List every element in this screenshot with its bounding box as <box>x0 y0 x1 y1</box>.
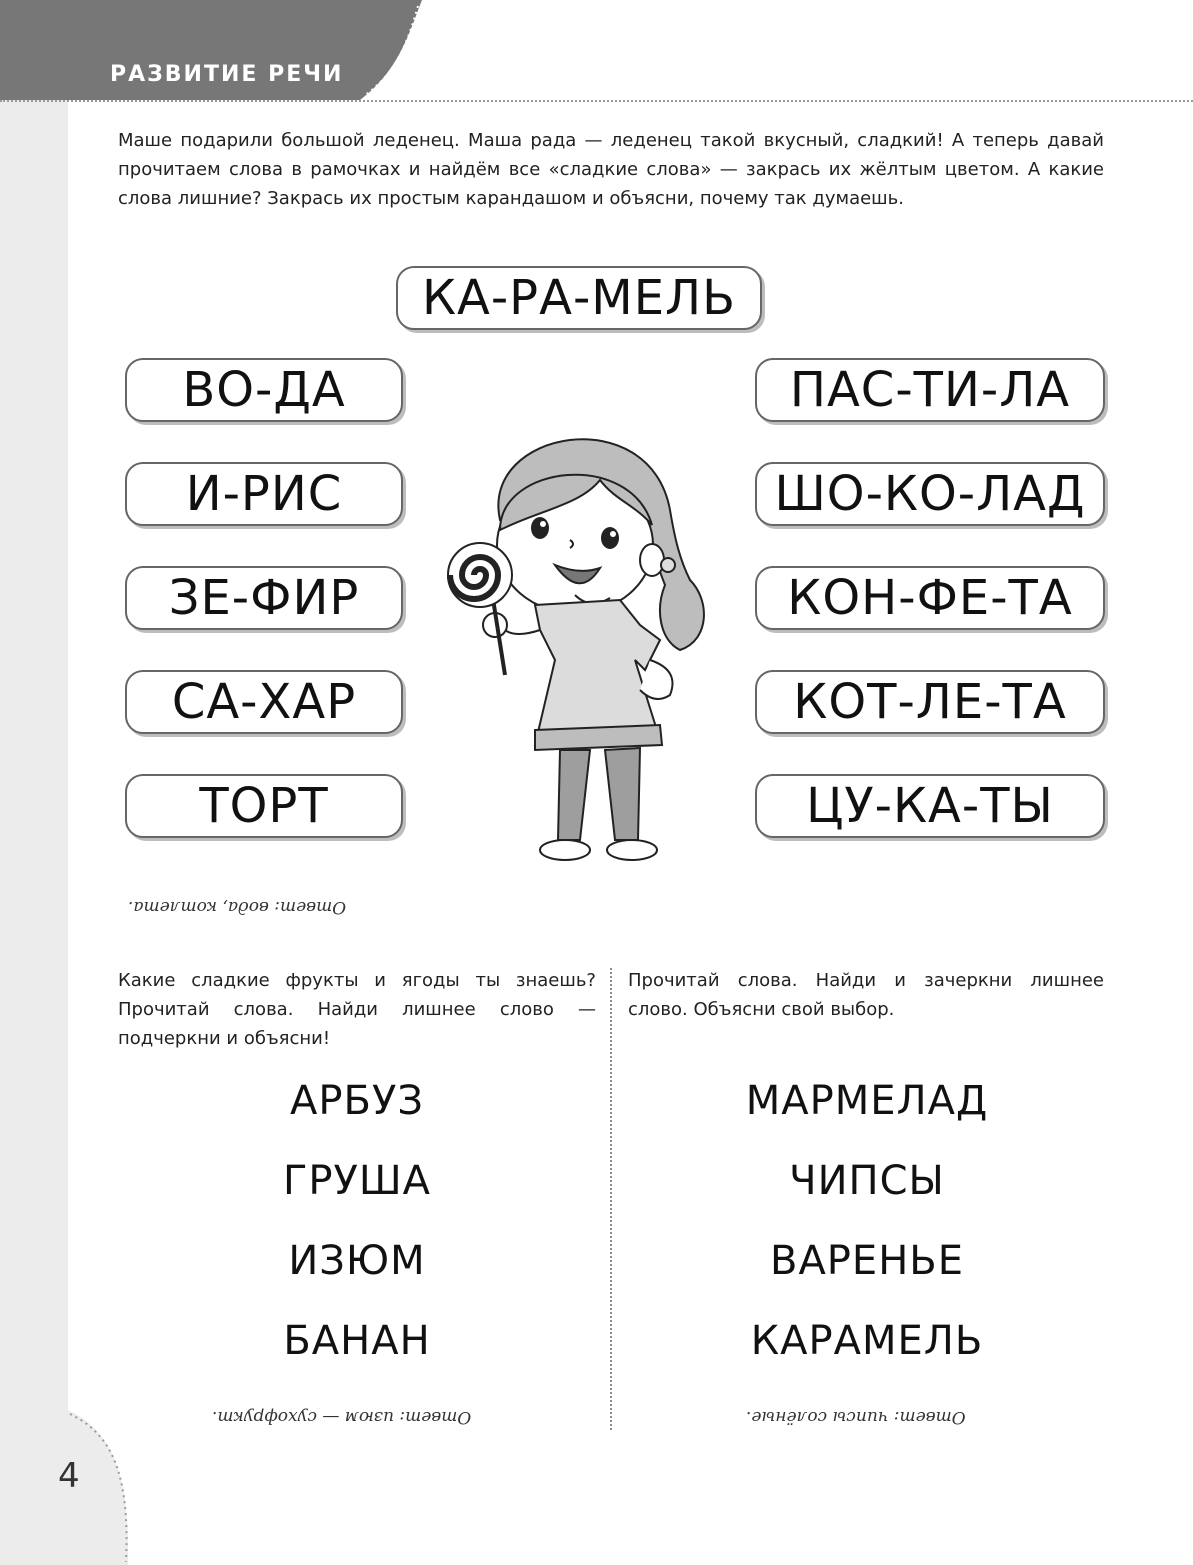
page-number: 4 <box>58 1456 80 1496</box>
task2-text: Какие сладкие фрукты и ягоды ты знаешь? Прочитай слова. Найди лишнее слово — подчеркни и объясни! <box>118 970 596 1049</box>
fruit-word[interactable]: АРБУЗ <box>290 1078 424 1124</box>
word-card-left[interactable]: ТОРТ <box>125 774 403 838</box>
word-card-right[interactable]: КОН-ФЕ-ТА <box>755 566 1105 630</box>
sweets-word[interactable]: ВАРЕНЬЕ <box>770 1238 964 1284</box>
sweets-word[interactable]: КАРАМЕЛЬ <box>750 1318 984 1364</box>
girl-with-lollipop-illustration <box>440 410 720 880</box>
answer-key-3: Ответ: чипсы солёные. <box>746 1407 966 1427</box>
task3-text: Прочитай слова. Найди и зачеркни лишнее слово. Объясни свой выбор. <box>628 970 1104 1020</box>
sweets-word[interactable]: ЧИПСЫ <box>789 1158 945 1204</box>
word-card-right[interactable]: ПАС-ТИ-ЛА <box>755 358 1105 422</box>
header-divider <box>0 100 1193 102</box>
word-card-left[interactable]: ЗЕ-ФИР <box>125 566 403 630</box>
section-title: РАЗВИТИЕ РЕЧИ <box>110 62 344 87</box>
answer-key-2: Ответ: изюм — сухофрукт. <box>212 1407 472 1427</box>
column-divider <box>610 968 612 1430</box>
word-card-top[interactable]: КА-РА-МЕЛЬ <box>396 266 762 330</box>
word-card-right[interactable]: КОТ-ЛЕ-ТА <box>755 670 1105 734</box>
fruit-word[interactable]: ИЗЮМ <box>288 1238 426 1284</box>
word-card-left[interactable]: И-РИС <box>125 462 403 526</box>
word-card-left[interactable]: СА-ХАР <box>125 670 403 734</box>
page-margin-strip <box>0 0 68 1565</box>
task-intro-text: Маше подарили большой леденец. Маша рада — леденец такой вкусный, сладкий! А теперь давай прочитаем слова в рамочках и найдём все «сладкие слова» — закрась их жёлтым цветом. А какие слова лишние? Закрась их простым карандашом и объясни, почему так думаешь. <box>118 130 1104 209</box>
fruit-word[interactable]: ГРУША <box>282 1158 432 1204</box>
word-card-right[interactable]: ЦУ-КА-ТЫ <box>755 774 1105 838</box>
word-card-right[interactable]: ШО-КО-ЛАД <box>755 462 1105 526</box>
word-card-left[interactable]: ВО-ДА <box>125 358 403 422</box>
sweets-word[interactable]: МАРМЕЛАД <box>745 1078 989 1124</box>
answer-key-1: Ответ: вода, котлета. <box>128 897 347 917</box>
fruit-word[interactable]: БАНАН <box>283 1318 431 1364</box>
